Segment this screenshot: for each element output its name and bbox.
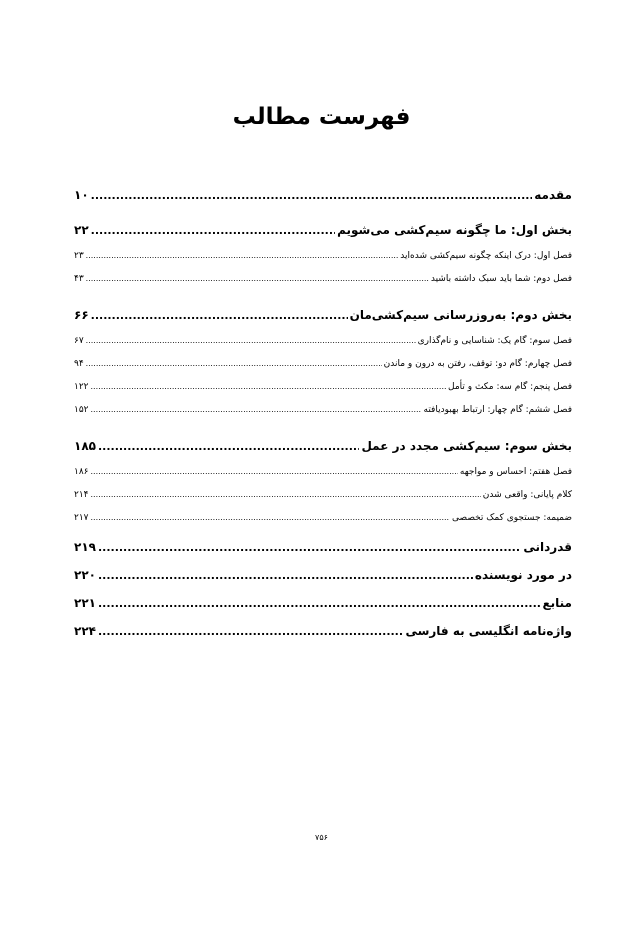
- toc-entry-label: کلام پایانی: واقعی شدن: [482, 490, 572, 500]
- toc-entry-label: فصل اول: درک اینکه چگونه سیم‌کشی شده‌اید: [400, 251, 572, 261]
- toc-entry-part-one: [74, 223, 572, 247]
- toc-entry-page: ۲۲۱: [74, 596, 96, 610]
- toc-entry-page: ۱۰: [74, 188, 89, 202]
- toc-entry-label: بخش اول: ما چگونه سیم‌کشی می‌شویم: [337, 223, 572, 237]
- dot-leader: [91, 405, 422, 414]
- dot-leader: [86, 251, 399, 260]
- toc-entry-chapter-5: [74, 382, 572, 405]
- toc-entry-references: [74, 596, 572, 620]
- toc-entry-label: ضمیمه: جستجوی کمک تخصصی: [452, 513, 572, 523]
- page-title: فهرست مطالب: [232, 104, 411, 130]
- toc-entry-label: مقدمه: [534, 188, 572, 202]
- toc-entry-label: واژه‌نامه انگلیسی به فارسی: [405, 624, 572, 638]
- toc-entry-part-two: [74, 308, 572, 332]
- toc-entry-label: بخش سوم: سیم‌کشی مجدد در عمل: [361, 439, 572, 453]
- toc-entry-acknowledgments: [74, 540, 572, 564]
- dot-leader: [91, 513, 451, 522]
- dot-leader: [86, 336, 416, 345]
- toc-entry-about-author: [74, 568, 572, 592]
- table-of-contents: [74, 188, 572, 648]
- toc-entry-page: ۱۸۵: [74, 439, 96, 453]
- toc-entry-page: ۲۲: [74, 223, 89, 237]
- toc-entry-page: ۲۱۹: [74, 540, 96, 554]
- dot-leader: [91, 382, 446, 391]
- toc-entry-chapter-3: [74, 336, 572, 359]
- dot-leader: [91, 467, 458, 476]
- toc-entry-label: بخش دوم: به‌روزرسانی سیم‌کشی‌مان: [349, 308, 572, 322]
- dot-leader: [91, 309, 348, 322]
- dot-leader: [98, 569, 473, 582]
- toc-entry-label: فصل ششم: گام چهار: ارتباط بهبودیافته: [423, 405, 572, 415]
- toc-entry-page: ۴۳: [74, 274, 84, 284]
- dot-leader: [98, 597, 540, 610]
- toc-entry-label: فصل هفتم: احساس و مواجهه: [459, 467, 572, 477]
- dot-leader: [91, 189, 533, 202]
- dot-leader: [86, 274, 429, 283]
- toc-entry-chapter-1: [74, 251, 572, 274]
- toc-entry-page: ۱۸۶: [74, 467, 89, 477]
- toc-entry-label: منابع: [542, 596, 572, 610]
- dot-leader: [98, 541, 521, 554]
- toc-entry-label: فصل دوم: شما باید سبک داشته باشید: [430, 274, 572, 284]
- toc-entry-chapter-4: [74, 359, 572, 382]
- toc-entry-label: فصل سوم: گام یک: شناسایی و نام‌گذاری: [417, 336, 572, 346]
- dot-leader: [98, 625, 403, 638]
- toc-entry-introduction: [74, 188, 572, 212]
- toc-entry-label: فصل چهارم: گام دو: توقف، رفتن به درون و ماندن: [383, 359, 572, 369]
- toc-entry-appendix: [74, 513, 572, 536]
- dot-leader: [91, 224, 335, 237]
- toc-entry-page: ۱۵۲: [74, 405, 89, 415]
- toc-entry-glossary: [74, 624, 572, 648]
- toc-entry-epilogue: [74, 490, 572, 513]
- toc-entry-label: در مورد نویسنده: [474, 568, 572, 582]
- toc-entry-part-three: [74, 439, 572, 463]
- toc-entry-page: ۲۱۴: [74, 490, 89, 500]
- toc-entry-label: فصل پنجم: گام سه: مکث و تأمل: [448, 382, 572, 392]
- toc-entry-page: ۲۳: [74, 251, 84, 261]
- toc-entry-chapter-7: [74, 467, 572, 490]
- dot-leader: [91, 490, 481, 499]
- toc-entry-chapter-2: [74, 274, 572, 297]
- toc-entry-page: ۲۲۰: [74, 568, 96, 582]
- toc-entry-page: ۲۱۷: [74, 513, 89, 523]
- toc-entry-page: ۶۶: [74, 308, 89, 322]
- toc-entry-label: قدردانی: [523, 540, 572, 554]
- page-number: ۷۵۶: [315, 833, 328, 842]
- toc-entry-page: ۲۲۴: [74, 624, 96, 638]
- toc-entry-page: ۱۲۲: [74, 382, 89, 392]
- dot-leader: [86, 359, 382, 368]
- dot-leader: [98, 440, 359, 453]
- toc-entry-chapter-6: [74, 405, 572, 428]
- toc-entry-page: ۹۴: [74, 359, 84, 369]
- toc-entry-page: ۶۷: [74, 336, 84, 346]
